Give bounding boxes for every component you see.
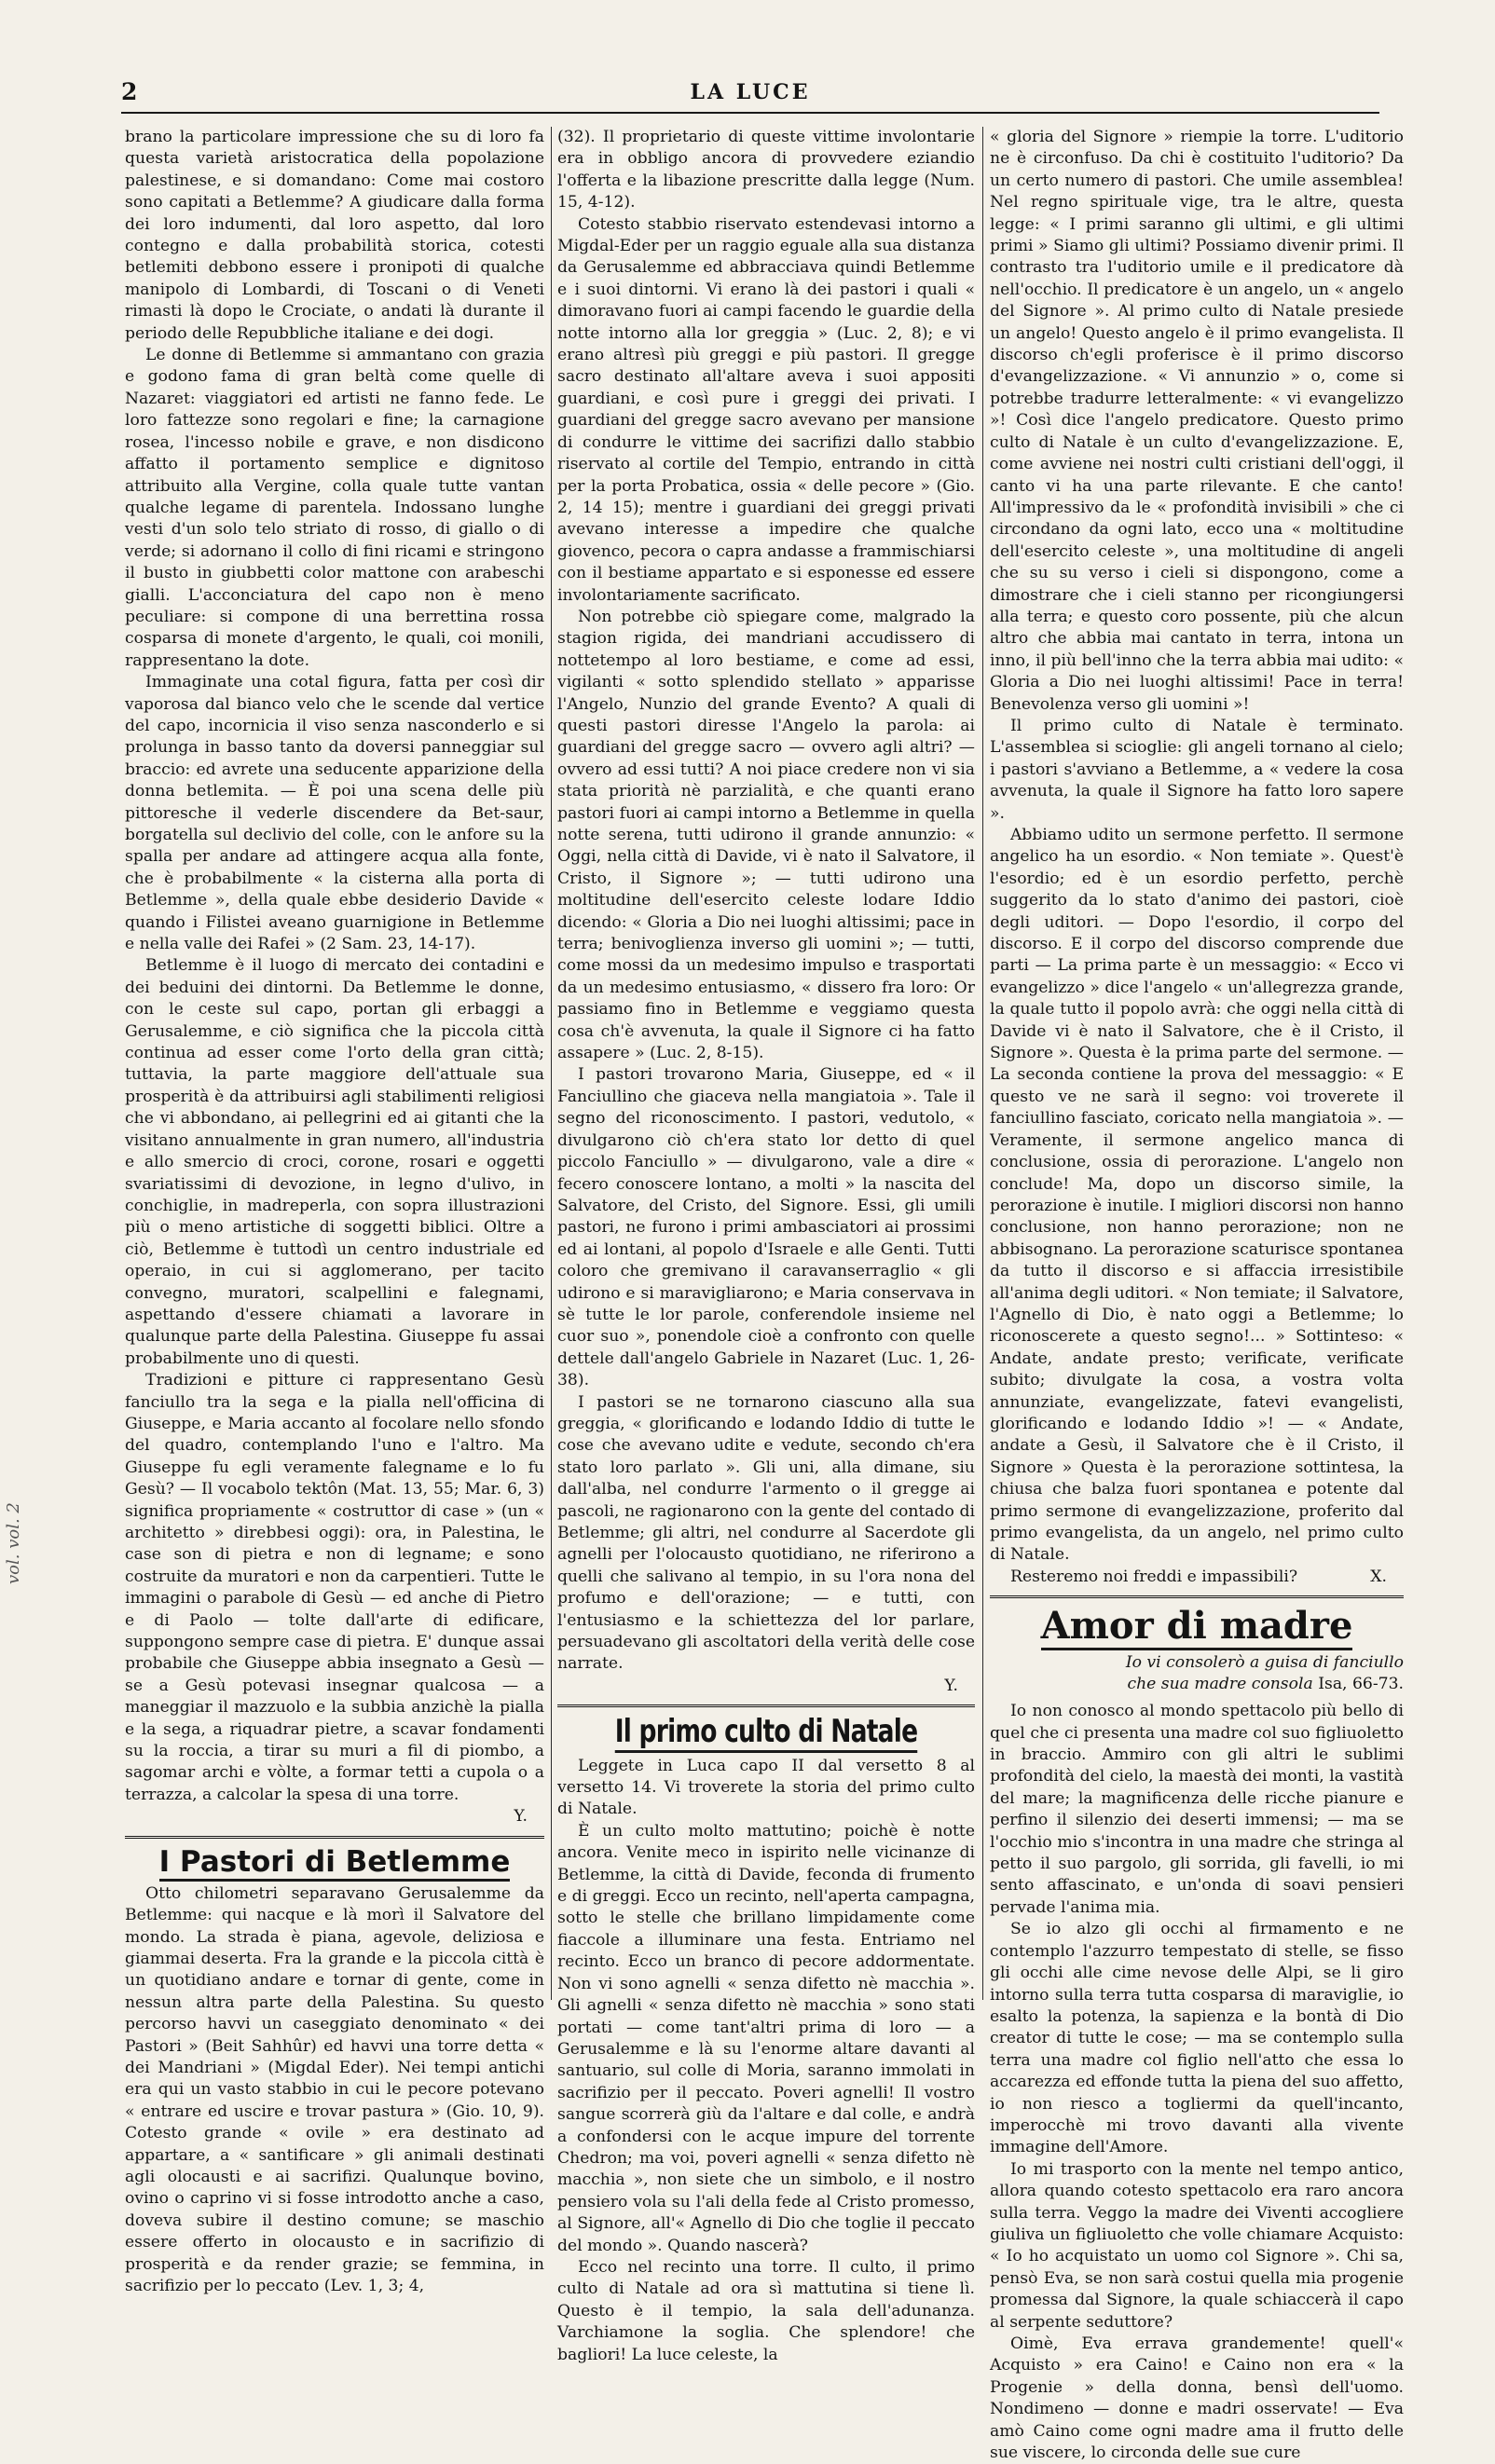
paragraph: Betlemme è il luogo di mercato dei contadini e dei beduini dei dintorni. Da Betlemme le donne, con le ceste sul capo, portan gli erbaggi a Gerusalemme, e ciò significa che la piccola città continua ad esser come l'orto della gran città; tuttavia, la parte maggiore dell'attuale sua prosperità è da attribuirsi agli stabilimenti religiosi che vi abbondano, ai pellegrini ed ai gitanti che la visitano annualmente in gran numero, all'industria e allo smercio di croci, corone, rosari e oggetti svariatissimi di devozione, in legno d'ulivo, in conchiglie, in madreperla, con sopra illustrazioni più o meno artistiche di soggetti biblici. Oltre a ciò, Betlemme è tuttodì un centro industriale ed operaio, in cui si agglomerano, per tacito convegno, muratori, scalpellini e falegnami, aspettando d'essere chiamati a lavorare in qualunque parte della Palestina. Giuseppe fu assai probabilmente uno di questi.: [125, 956, 544, 1368]
page-header: [121, 78, 1379, 114]
article-headline: [125, 1846, 544, 1878]
column-divider: [551, 127, 552, 2000]
paragraph: Tradizioni e pitture ci rappresentano Gesù fanciullo tra la sega e la pialla nell'officina di Giuseppe, e Maria accanto al focolare nello sfondo del quadro, contemplando l'uno e l'altro. Ma Giuseppe fu egli veramente falegname e lo fu Gesù? — Il vocabolo tektôn (Mat. 13, 55; Mar. 6, 3) significa propriamente « costruttor di case » (un « architetto » direbbesi oggi): ora, in Palestina, le case son di pietra e non di legname; e sono costruite da muratori e non da carpentieri. Tutte le immagini o parabole di Gesù — ed anche di Pietro e di Paolo — tolte dall'arte di edificare, suppongono sempre case di pietra. E' dunque assai probabile che Giuseppe abbia insegnato a Gesù — se a Gesù potevasi insegnar qualcosa — a maneggiar il mazzuolo e la subbia anzichè la pialla e la sega, a riquadrar pietre, a scavar fondamenti su la roccia, a tirar su muri a fil di piombo, a sagomar archi e vòlte, a formar tetti a cupola o a terrazza, a calcolar la spesa di una torre.: [125, 1371, 544, 1804]
paragraph: Le donne di Betlemme si ammantano con grazia e godono fama di gran beltà come quelle di Nazaret: viaggiatori ed artisti ne fanno fede. Le loro fattezze sono regolari e fine; la carnagione rosea, l'incesso nobile e grave, e non disdicono affatto il portamento semplice e dignitoso attribuito alla Vergine, colla quale tutte vantan qualche legame di parentela. Indossano lunghe vesti d'un solo telo striato di rosso, di giallo o di verde; si adornano il collo di fini ricami e stringono il busto in giubbetti color mattone con arabeschi gialli. L'acconciatura del capo non è meno peculiare: si compone di una berrettina rossa cosparsa di monete d'argento, le quali, coi monili, rappresentano la dote.: [125, 346, 544, 670]
signature: Y.: [514, 1807, 528, 1827]
article-separator: [557, 1704, 975, 1707]
signature: Y.: [944, 1676, 958, 1695]
column-2: [557, 127, 975, 2364]
paragraph: Non potrebbe ciò spiegare come, malgrado la stagion rigida, dei mandriani accudissero di nottetempo al loro bestiame, e come ad essi, vigilanti « sotto splendido stellato » apparisse l'Angelo, Nunzio del grande Evento? A quali di questi pastori diresse l'Angelo la parola: ai guardiani del gregge sacro — ovvero agli altri? — ovvero ad essi tutti? A noi piace credere non vi sia stata priorità nè parzialità, e che quanti erano pastori fuori ai campi intorno a Betlemme in quella notte serena, tutti udirono il grande annunzio: « Oggi, nella città di Davide, vi è nato il Salvatore, il Cristo, il Signore »; — tutti udirono una moltitudine dell'esercito celeste lodare Iddio dicendo: « Gloria a Dio nei luoghi altissimi; pace in terra; benivoglienza inverso gli uomini »; — tutti, come mossi da un medesimo impulso e trasportati da un medesimo entusiasmo, « dissero fra loro: Or passiamo fino in Betlemme e veggiamo questa cosa ch'è avvenuta, la quale il Signore ci ha fatto assapere » (Luc. 2, 8-15).: [557, 607, 975, 1063]
closing-text: Resteremo noi freddi e impassibili?: [1010, 1567, 1298, 1586]
closing-line: [990, 1567, 1404, 1588]
paragraph: brano la particolare impressione che su di loro fa questa varietà aristocratica della popolazione palestinese, e si domandano: Come mai costoro sono capitati a Betlemme? A giudicare dalla forma dei loro indumenti, dal loro aspetto, dal loro contegno e dalla probabilità storica, cotesti betlemiti debbono essere i pronipoti di qualche manipolo di Lombardi, di Toscani o di Veneti rimasti là dopo le Crociate, o andati là durante il periodo delle Repubbliche italiane e dei dogi.: [125, 128, 544, 343]
paragraph: Io mi trasporto con la mente nel tempo antico, allora quando cotesto spettacolo era raro ancora sulla terra. Veggo la madre dei Viventi accogliere giuliva un figliuoletto che volle chiamare Acquisto: « Io ho acquistato un uomo col Signore ». Chi sa, pensò Eva, se non sarà costui quella mia progenie promessa dal Signore, la quale schiaccerà il capo al serpente seduttore?: [990, 2159, 1404, 2332]
paragraph: Otto chilometri separavano Gerusalemme da Betlemme: qui nacque e là morì il Salvatore del mondo. La strada è piana, agevole, deliziosa e giammai deserta. Fra la grande e la piccola città è un quotidiano andare e tornar di gente, come in nessun altra parte della Palestina. Su questo percorso havvi un caseggiato denominato « dei Pastori » (Beit Sahhûr) ed havvi una torre detta « dei Mandriani » (Migdal Eder). Nei tempi antichi era qui un vasto stabbio in cui le pecore potevano « entrare ed uscire e trovar pastura » (Gio. 10, 9). Cotesto grande « ovile » era destinato ad appartare, a « santificare » gli animali destinati agli olocausti e ai sacrifizi. Qualunque bovino, ovino o caprino vi si fosse introdotto anche a caso, doveva subire il destino comune; se maschio essere offerto in olocausto e in sacrifizio di prosperità e da render grazie; se femmina, in sacrifizio per lo peccato (Lev. 1, 3; 4,: [125, 1883, 544, 2296]
epigraph-text: che sua madre consola: [1127, 1675, 1313, 1694]
paragraph: Il primo culto di Natale è terminato. L'assemblea si scioglie: gli angeli tornano al cielo; i pastori s'avviano a Betlemme, a « vedere la cosa avvenuta, la quale il Signore ha fatto loro sapere ».: [990, 716, 1404, 823]
paragraph: Io non conosco al mondo spettacolo più bello di quel che ci presenta una madre col suo figliuoletto in braccio. Ammiro con gli altri le sublimi profondità del cielo, la maestà dei monti, la vastità del mare; la magnificenza delle ricche pianure e perfino il silenzio dei deserti immensi; — ma se l'occhio mio s'incontra in una madre che stringa al petto il suo pargolo, gli sorrida, gli favelli, io mi sento affascinato, e un'onda di soavi pensieri pervade l'anima mia.: [990, 1702, 1404, 1917]
page-number: 2: [121, 78, 138, 105]
paragraph: Abbiamo udito un sermone perfetto. Il sermone angelico ha un esordio. « Non temiate ». Quest'è l'esordio; ed è un esordio perfetto, perchè suggerito da lo stato d'animo dei pastori, cioè degli uditori. — Dopo l'esordio, il corpo del discorso. E il corpo del discorso comprende due parti — La prima parte è un messaggio: « Ecco vi evangelizzo » dice l'angelo « un'allegrezza grande, la quale tutto il popolo avrà: che oggi nella città di Davide vi è nato il Salvatore, che è il Cristo, il Signore ». Questa è la prima parte del sermone. — La seconda contiene la prova del messaggio: « E questo ve ne sarà il segno: voi troverete il fanciullino fasciato, coricato nella mangiatoia ». — Veramente, il sermone angelico manca di conclusione, ossia di perorazione. L'angelo non conclude! Ma, dopo un discorso simile, la perorazione è inutile. I migliori discorsi non hanno conclusione, non hanno perorazione; non ne abbisognano. La perorazione scaturisce spontanea da tutto il discorso e si affaccia irresistibile all'anima degli uditori. « Non temiate; il Salvatore, l'Agnello di Dio, è nato oggi a Betlemme; lo riconoscerete a questo segno!... » Sottinteso: « Andate, andate presto; verificate, verificate subito; divulgate la cosa, a vostra volta annunziate, evangelizzate, fatevi evangelisti, glorificando e lodando Iddio »! — « Andate, andate a Gesù, il Salvatore che è il Cristo, il Signore » Questa è la perorazione sottintesa, la chiusa che balza fuori spontanea e potente dal primo sermone di evangelizzazione, proferito dal primo evangelista, da un angelo, nel primo culto di Natale.: [990, 826, 1404, 1565]
paragraph: « gloria del Signore » riempie la torre. L'uditorio ne è circonfuso. Da chi è costituito l'uditorio? Da un certo numero di pastori. Che umile assemblea! Nel regno spirituale vige, tra le altre, questa legge: « I primi saranno gli ultimi, e gli ultimi primi » Siamo gli ultimi? Possiamo divenir primi. Il contrasto tra l'uditorio umile e il predicatore dà nell'occhio. Il predicatore è un angelo, un « angelo del Signore ». Al primo culto di Natale presiede un angelo! Questo angelo è il primo evangelista. Il discorso ch'egli proferisce è il primo discorso d'evangelizzazione. « Vi annunzio » o, come si potrebbe tradurre letteralmente: « vi evangelizzo »! Così dice l'angelo predicatore. Questo primo culto di Natale è un culto d'evangelizzazione. E, come avviene nei nostri culti cristiani dell'oggi, il canto vi ha una parte rilevante. E che canto! All'impressivo da le « profondità invisibili » che ci circondano da ogni lato, ecco una « moltitudine dell'esercito celeste », una moltitudine di angeli che su su verso i cieli si dispongono, come a dimostrare che i cieli stanno per ricongiungersi alla terra; e questo coro possente, più che alcun altro che abbia mai cantato in terra, intona un inno, il più bell'inno che la terra abbia mai udito: « Gloria a Dio nei luoghi altissimi! Pace in terra! Benevolenza verso gli uomini »!: [990, 128, 1404, 714]
column-3: [990, 127, 1404, 2463]
paragraph: È un culto molto mattutino; poichè è notte ancora. Venite meco in ispirito nelle vicinanze di Betlemme, la città di Davide, feconda di frumento e di greggi. Ecco un recinto, nell'aperta campagna, sotto le stelle che brillano limpidamente come fiaccole a illuminare una festa. Entriamo nel recinto. Ecco un branco di pecore addormentate. Non vi sono agnelli « senza difetto nè macchia ». Gli agnelli « senza difetto nè macchia » sono stati portati — come tant'altri prima di loro — a Gerusalemme e là su l'enorme altare davanti al santuario, sul colle di Moria, saranno immolati in sacrifizio per il peccato. Poveri agnelli! Il vostro sangue scorrerà giù da l'altare e dal colle, e andrà a confondersi con le acque impure del torrente Chedron; ma voi, poveri agnelli « senza difetto nè macchia », non siete che un simbolo, e il nostro pensiero vola su l'ali della fede al Cristo promesso, al Signore, all'« Agnello di Dio che toglie il peccato del mondo ». Quando nascerà?: [557, 1821, 975, 2255]
headline-text: I Pastori di Betlemme: [159, 1845, 511, 1882]
masthead: LA LUCE: [690, 80, 811, 104]
paragraph: I pastori se ne tornarono ciascuno alla sua greggia, « glorificando e lodando Iddio di tutte le cose che avevano udite e vedute, secondo ch'era stato loro parlato ». Gli uni, alla dimane, siu dall'alba, nel condurre l'armento o il gregge ai pascoli, ne ragionarono con la gente del contado di Betlemme; gli altri, nel condurre al Sacerdote gli agnelli per l'olocausto quotidiano, ne riferirono a quelli che salivano al tempio, in su l'ora nona del profumo e dell'orazione; — e tutti, con l'entusiasmo e la schiettezza del lor parlare, persuadevano gli ascoltatori della verità delle cose narrate.: [557, 1392, 975, 1674]
paragraph: Leggete in Luca capo II dal versetto 8 al versetto 14. Vi troverete la storia del primo culto di Natale.: [557, 1756, 975, 1819]
paragraph: I pastori trovarono Maria, Giuseppe, ed « il Fanciullino che giaceva nella mangiatoia ». Tale il segno del riconoscimento. I pastori, vedutolo, « divulgarono ciò ch'era stato lor detto di quel piccolo Fanciullo » — divulgarono, vale a dire « fecero conoscere lontano, a molti » la nascita del Salvatore, del Cristo, del Signore. Essi, gli umili pastori, ne furono i primi ambasciatori ai prossimi ed ai lontani, al popolo d'Israele e alle Genti. Tutti coloro che gremivano il caravanserraglio « gli udirono e si maravigliarono; e Maria conservava in sè tutte le lor parole, conferendole insieme nel cuor suo », ponendole cioè a confronto con quelle dettele dall'angelo Gabriele in Nazaret (Luc. 1, 26-38).: [557, 1065, 975, 1390]
article-headline: [990, 1606, 1404, 1647]
headline-text: Il primo culto di Natale: [615, 1713, 918, 1753]
paragraph: Se io alzo gli occhi al firmamento e ne contemplo l'azzurro tempestato di stelle, se fisso gli occhi alle cime nevose delle Alpi, se li giro intorno sulla terra tutta cosparsa di maraviglie, io esalto la potenza, la sapienza e la bontà di Dio creator di tutte le cose; — ma se contemplo sulla terra una madre col figlio nell'atto che essa lo accarezza ed effonde tutta la piena del suo affetto, io non riesco a togliermi da quell'incanto, imperocchè mi trovo davanti alla vivente immagine dell'Amore.: [990, 1920, 1404, 2157]
epigraph-line: [990, 1674, 1404, 1695]
article-separator: [990, 1595, 1404, 1598]
signature: X.: [1370, 1567, 1387, 1586]
paragraph: (32). Il proprietario di queste vittime involontarie era in obbligo ancora di provvedere eziandio l'offerta e la libazione prescritte dalla legge (Num. 15, 4-12).: [557, 128, 975, 212]
margin-handwriting: vol. vol. 2: [4, 1502, 23, 1584]
epigraph: [990, 1652, 1404, 1695]
epigraph-line: Io vi consolerò a guisa di fanciullo: [1125, 1653, 1404, 1673]
headline-text: Amor di madre: [1041, 1604, 1353, 1650]
paragraph: Oimè, Eva errava grandemente! quell'« Acquisto » era Caino! e Caino non era « la Progenie » della donna, bensì dell'uomo. Nondimeno — donne e madri osservate! — Eva amò Caino come ogni madre ama il frutto delle sue viscere, lo circonda delle sue cure: [990, 2334, 1404, 2463]
paragraph: Cotesto stabbio riservato estendevasi intorno a Migdal-Eder per un raggio eguale alla sua distanza da Gerusalemme ed abbracciava quindi Betlemme e i suoi dintorni. Vi erano là dei pastori i quali « dimoravano fuori ai campi facendo le guardie della notte intorno alla lor greggia » (Luc. 2, 8); e vi erano altresì più greggi e più pastori. Il gregge sacro destinato all'altare aveva i suoi appositi guardiani, e così pure i greggi dei privati. I guardiani del gregge sacro avevano per mansione di condurre le vittime dei sacrifizi dallo stabbio riservato al cortile del Tempio, entrando in città per la porta Probatica, ossia « delle pecore » (Gio. 2, 14 15); mentre i guardiani dei greggi privati avevano interesse a impedire che qualche giovenco, pecora o capra andasse a frammischiarsi con il bestiame appartato e si esponesse ed essere involontariamente sacrificato.: [557, 214, 975, 605]
column-divider: [982, 127, 983, 2000]
paragraph: Ecco nel recinto una torre. Il culto, il primo culto di Natale ad ora sì mattutina si tiene lì. Questo è il tempio, la sala dell'adunanza. Varchiamone la soglia. Che splendore! che bagliori! La luce celeste, la: [557, 2257, 975, 2364]
epigraph-reference: Isa, 66-73.: [1318, 1675, 1404, 1694]
article-separator: [125, 1836, 544, 1839]
column-1: [125, 127, 544, 2296]
paragraph: Immaginate una cotal figura, fatta per così dir vaporosa dal bianco velo che le scende dal vertice del capo, incornicia il viso senza nasconderlo e si prolunga in basso tanto da doversi panneggiar sul braccio: ed avrete una seducente apparizione della donna betlemita. — È poi una scena delle più pittoresche il vederle discendere da Bet-saur, borgatella sul declivio del colle, con le anfore su la spalla per andare ad attingere acqua alla fonte, che è probabilmente « la cisterna alla porta di Betlemme », della quale ebbe desiderio Davide « quando i Filistei aveano guarnigione in Betlemme e nella valle dei Rafei » (2 Sam. 23, 14-17).: [125, 673, 544, 954]
article-headline: [603, 1715, 928, 1749]
